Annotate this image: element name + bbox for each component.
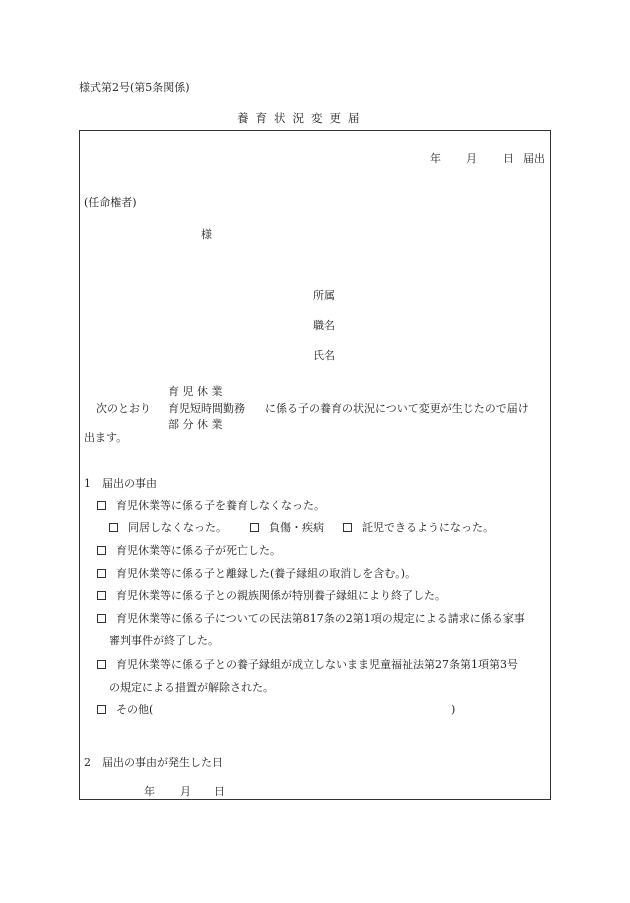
checkbox-other[interactable] [97,705,106,714]
item-label: 育児休業等に係る子との養子縁組が成立しないまま児童福祉法第27条第1項第3号 [116,658,518,671]
leave-option-short-hours: 育児短時間勤務 [168,402,245,415]
checkbox-welfare-measure[interactable] [97,660,106,669]
leave-option-childcare: 育 児 休 業 [168,385,223,398]
section1-heading: 1 届出の事由 [84,477,157,490]
reason-item-welfare-measure-cont: の規定による措置が解除された。 [109,681,274,694]
reason-item-no-longer-raising [97,499,325,513]
item-label: 託児できるようになった。 [362,521,494,534]
item-label: 負傷・疾病 [269,521,324,534]
appointer-label: (任命権者) [84,196,137,209]
statement-prefix: 次のとおり [96,402,151,415]
item-label: 育児休業等に係る子が死亡した。 [116,544,281,557]
checkbox-family-court[interactable] [97,614,106,623]
name-label: 氏名 [313,349,335,362]
reason-item-special-adoption [97,589,446,603]
checkbox-not-cohabiting[interactable] [109,523,118,532]
affiliation-label: 所属 [313,289,335,302]
page-title: 養育状況変更届 [237,111,367,125]
appointer-sama: 様 [201,228,212,241]
item-label: 育児休業等に係る子と離縁した(養子縁組の取消しを含む。)。 [116,567,417,580]
date-year-label: 年 [430,152,441,165]
date-suffix-label: 届出 [523,152,545,165]
reason-sub-not-cohabiting [109,521,227,535]
item-label: 育児休業等に係る子との親族関係が特別養子縁組により終了した。 [116,589,446,602]
item-label: その他( [116,703,154,716]
date-day-label: 日 [503,152,514,165]
occurrence-day-label: 日 [214,785,225,798]
date-month-label: 月 [466,152,477,165]
checkbox-special-adoption[interactable] [97,591,106,600]
reason-item-dissolved-adoption [97,567,416,581]
reason-sub-childcare-available [343,521,494,535]
other-close-paren: ) [451,703,456,716]
form-number: 様式第2号(第5条関係) [79,81,190,94]
occurrence-year-label: 年 [144,785,155,798]
reason-sub-injury-illness [250,521,324,535]
position-label: 職名 [313,319,335,332]
other-reason-field[interactable] [160,701,450,717]
item-label: 育児休業等に係る子を養育しなくなった。 [116,499,325,512]
statement-body-line1: に係る子の養育の状況について変更が生じたので届け [265,402,529,415]
checkbox-child-died[interactable] [97,546,106,555]
reason-item-welfare-measure [97,658,518,672]
item-label: 育児休業等に係る子についての民法第817条の2第1項の規定による請求に係る家事 [116,612,525,625]
form-frame [79,130,551,800]
checkbox-injury-illness[interactable] [250,523,259,532]
reason-item-child-died [97,544,281,558]
leave-option-partial: 部 分 休 業 [168,418,223,431]
reason-item-other [97,703,153,717]
reason-item-family-court-cont: 審判事件が終了した。 [109,634,219,647]
reason-item-family-court [97,612,525,626]
statement-body-line2: 出ます。 [84,431,128,444]
occurrence-month-label: 月 [180,785,191,798]
section2-heading: 2 届出の事由が発生した日 [84,756,223,769]
checkbox-dissolved-adoption[interactable] [97,569,106,578]
checkbox-childcare-available[interactable] [343,523,352,532]
item-label: 同居しなくなった。 [128,521,227,534]
checkbox-no-longer-raising[interactable] [97,501,106,510]
